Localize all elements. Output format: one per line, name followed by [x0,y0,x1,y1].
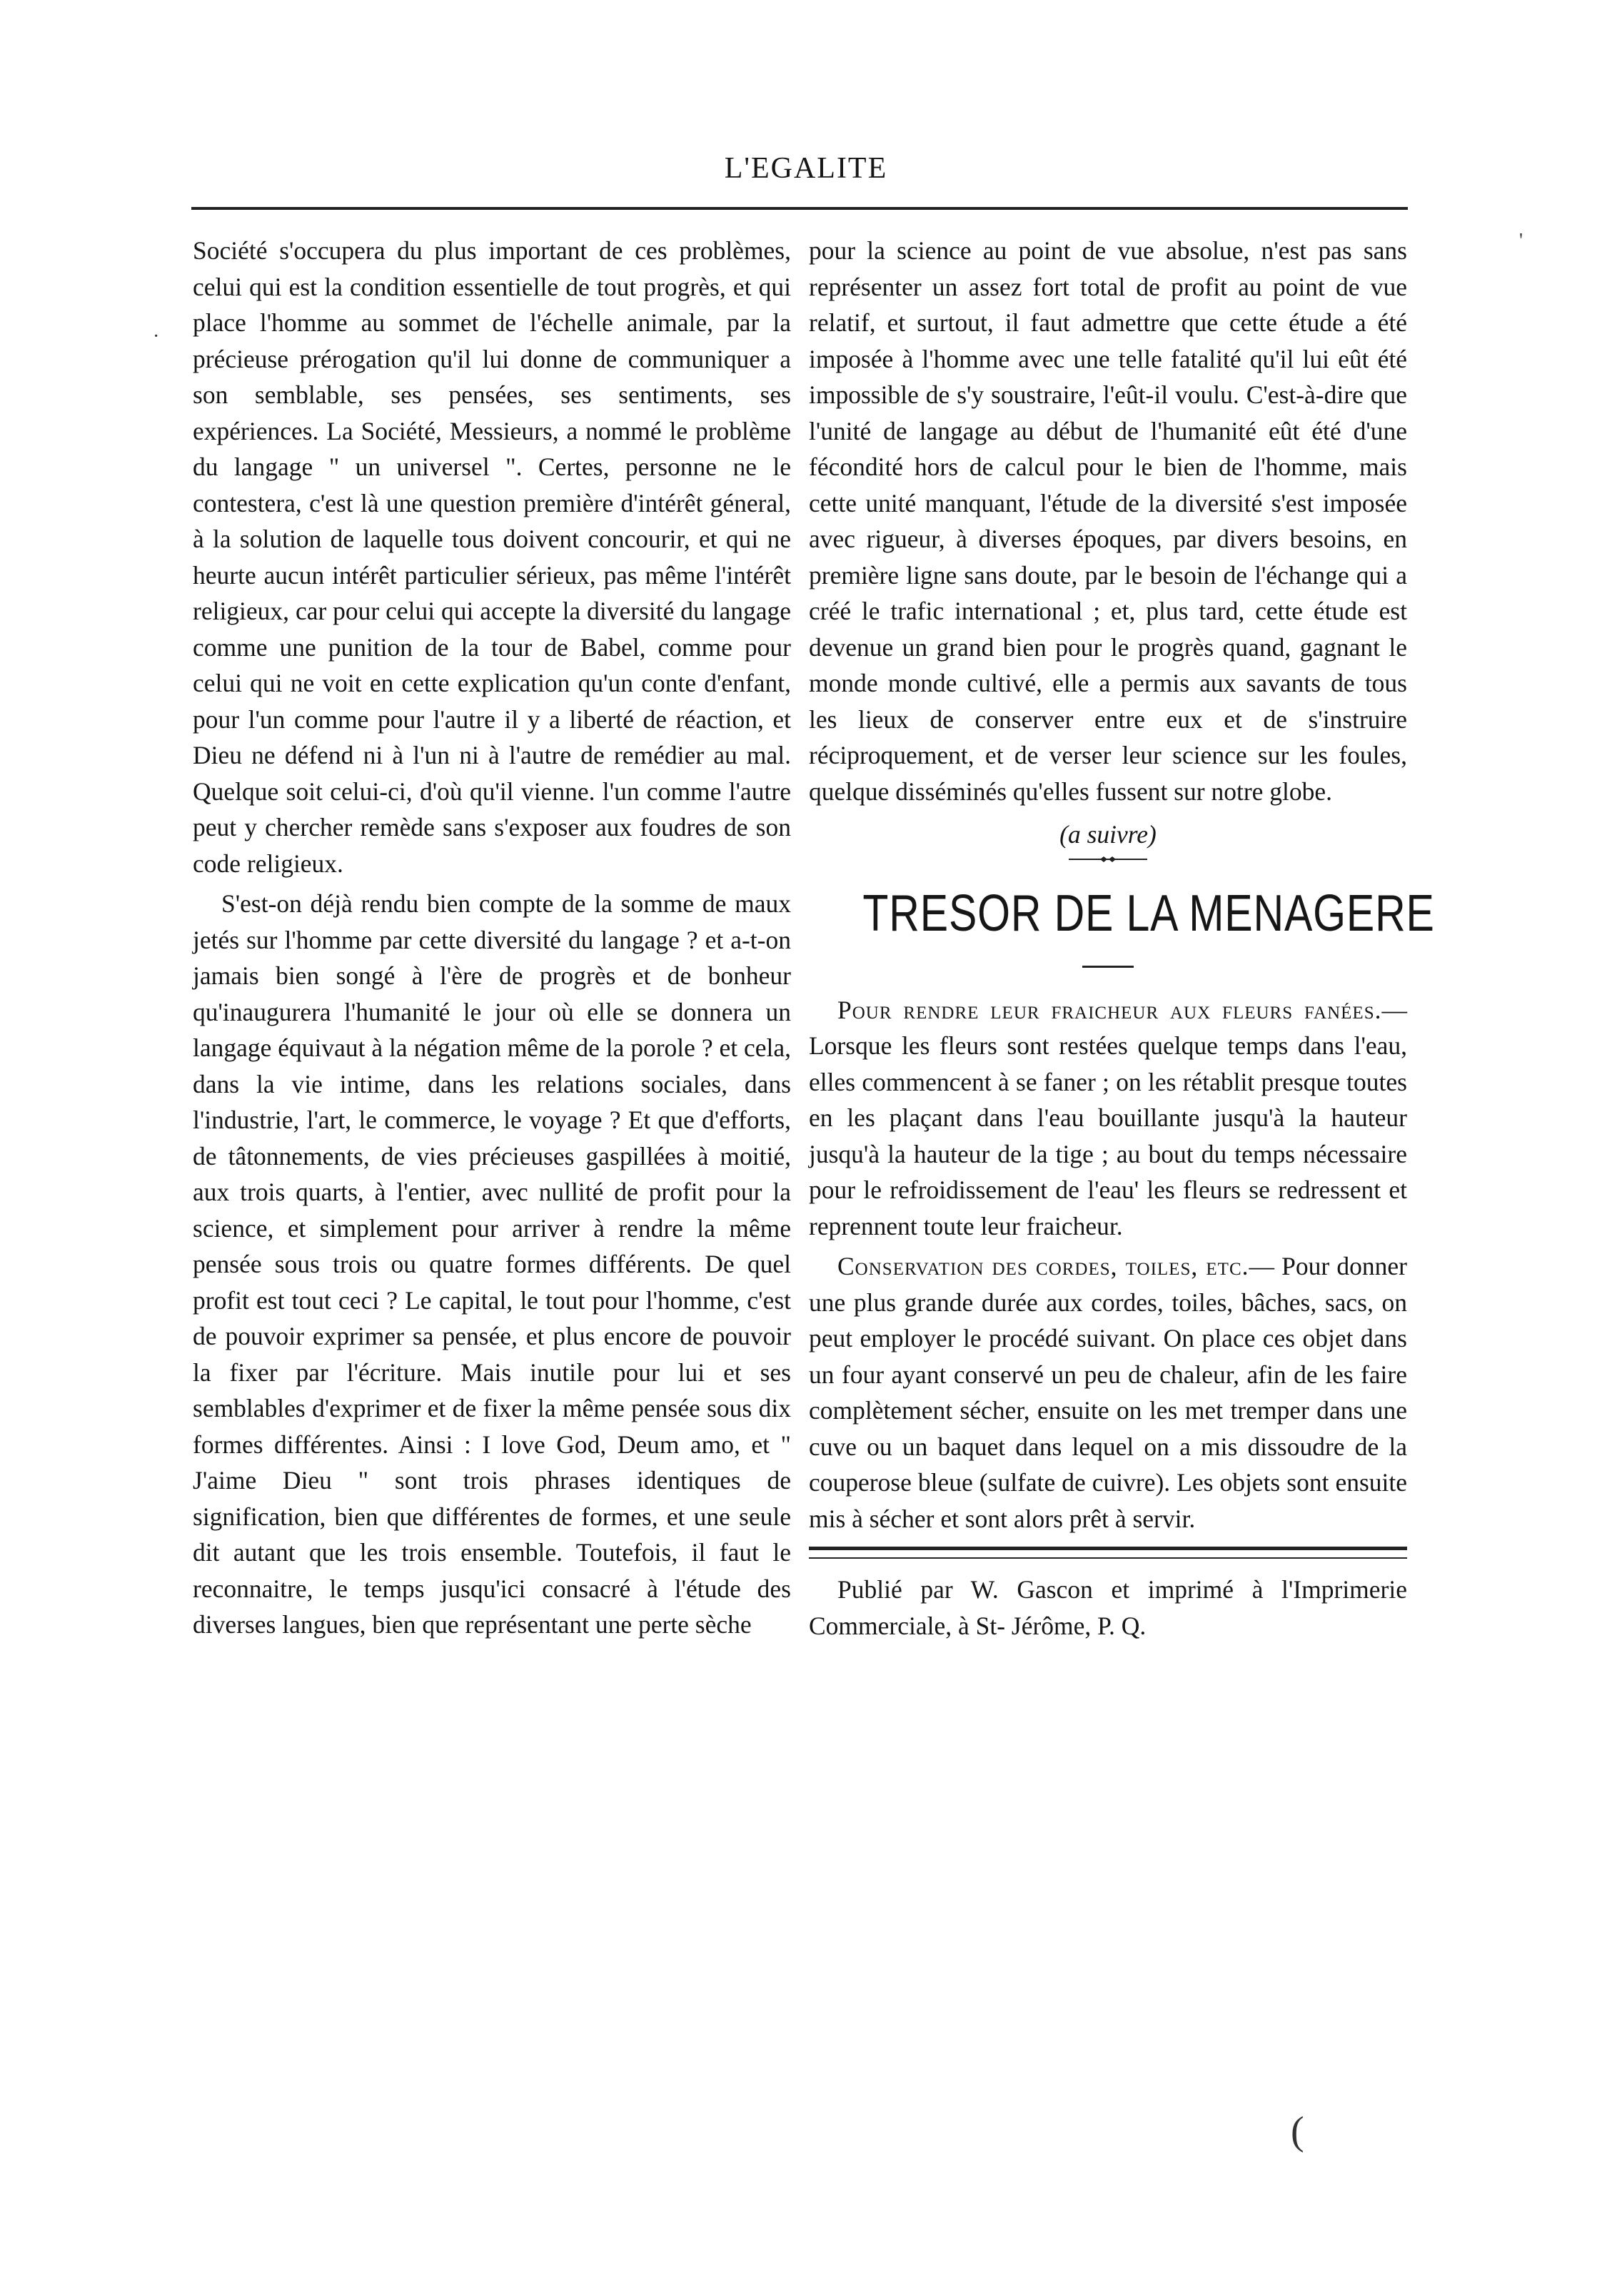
item-flowers [809,992,1407,1245]
section-rule [1082,966,1134,968]
item-flowers-body: —Lorsque les fleurs sont restées quelque temps dans l'eau, elles commencent à se faner ; on les rétablit presque toutes en les plaçant dans l'eau bouillante jusqu'à la hauteur jusqu'à la hauteur de la tige ; au bout du temps nécessaire pour le refroidissement de l'eau' les fleurs se redressent et reprennent toute leur fraicheur. [809,995,1407,1240]
item-ropes-lead: Conservation des cordes, toiles, etc. [837,1252,1249,1280]
section-title: TRESOR DE LA MENAGERE [862,884,1435,942]
masthead-rule [191,207,1408,210]
footer-rule [809,1547,1407,1559]
margin-mark-right: ' [1519,230,1523,252]
margin-mark-left: · [153,325,160,348]
left-column [193,233,791,1643]
margin-mark-bottom: ( [1291,2109,1304,2153]
item-ropes-body: — Pour donner une plus grande durée aux cordes, toiles, bâches, sacs, on peut employer le procédé suivant. On place ces objet dans un four ayant conservé un peu de chaleur, afin de les faire complètement sécher, ensuite on les met tremper dans une cuve ou un baquet dans lequel on a mis dissoudre de la couperose bleue (sulfate de cuivre). Les objets sont ensuite mis à sécher et sont alors prêt à servir. [809,1252,1407,1533]
ornament-divider-icon [1069,854,1147,864]
imprint-line: Publié par W. Gascon et imprimé à l'Imprimerie Commerciale, à St- Jérôme, P. Q. [809,1575,1407,1640]
right-column [809,233,1435,1644]
item-flowers-lead: Pour rendre leur fraicheur aux fleurs fanées. [837,995,1382,1024]
right-paragraph: pour la science au point de vue absolue, n'est pas sans représenter un assez fort total de profit au point de vue relatif, et surtout, il faut admettre que cette étude a été imposée à l'homme avec une telle fatalité qu'il lui eût été impossible de s'y soustraire, l'eût-il voulu. C'est-à-dire que l'unité de langage au début de l'humanité eût été d'une fécondité hors de calcul pour le bien de l'homme, mais cette unité manquant, l'étude de la diversité s'est imposée avec rigueur, à diverses époques, par divers besoins, en première ligne sans doute, par le besoin de l'échange qui a créé le trafic international ; et, plus tard, cette étude est devenue un grand bien pour le progrès quand, gagnant le monde monde cultivé, elle a permis aux savants de tous les lieux de conserver entre eux et de s'instruire réciproquement, et de verser leur science sur les foules, quelque disséminés qu'elles fussent sur notre globe. [809,236,1407,806]
a-suivre-note: (a suivre) [1059,820,1157,849]
left-paragraph-2: S'est-on déjà rendu bien compte de la somme de maux jetés sur l'homme par cette diversité du langage ? et a-t-on jamais bien songé à l'ère de progrès et de bonheur qu'inaugurera l'humanité le jour où elle se donnera un langage équivaut à la négation même de la porole ? et cela, dans la vie intime, dans les relations sociales, dans l'industrie, l'art, le commerce, le voyage ? Et que d'efforts, de tâtonnements, de vies précieuses gaspillées à moitié, aux trois quarts, à l'entier, avec nullité de profit pour la science, et simplement pour arriver à rendre la même pensée sous trois ou quatre formes différents. De quel profit est tout ceci ? Le capital, le tout pour l'homme, c'est de pouvoir exprimer sa pensée, et plus encore de pouvoir la fixer par l'écriture. Mais inutile pour lui et ses semblables d'exprimer et de fixer la même pensée sous dix formes différentes. Ainsi : I love God, Deum amo, et " J'aime Dieu " sont trois phrases identiques de signification, bien que différentes de formes, et une seule dit autant que les trois ensemble. Toutefois, il faut le reconnaitre, le temps jusqu'ici consacré à l'étude des diverses langues, bien que représentant une perte sèche [193,889,791,1639]
item-ropes [809,1248,1407,1537]
left-paragraph-1: Société s'occupera du plus important de ces problèmes, celui qui est la condition essentielle de tout progrès, et qui place l'homme au sommet de l'échelle animale, par la précieuse prérogation qu'il lui donne de communiquer a son semblable, ses pensées, ses sentiments, ses expériences. La Société, Messieurs, a nommé le problème du langage " un universel ". Certes, personne ne le contestera, c'est là une question première d'intérêt géneral, à la solution de laquelle tous doivent concourir, et qui ne heurte aucun intérêt particulier sérieux, pas même l'intérêt religieux, car pour celui qui accepte la diversité du langage comme une punition de la tour de Babel, comme pour celui qui ne voit en cette explication qu'un conte d'enfant, pour l'un comme pour l'autre il y a liberté de réaction, et Dieu ne défend ni à l'un ni à l'autre de remédier au mal. Quelque soit celui-ci, d'où qu'il vienne. l'un comme l'autre peut y chercher remède sans s'exposer aux foudres de son code religieux. [193,236,791,878]
masthead-title: L'EGALITE [724,152,888,185]
